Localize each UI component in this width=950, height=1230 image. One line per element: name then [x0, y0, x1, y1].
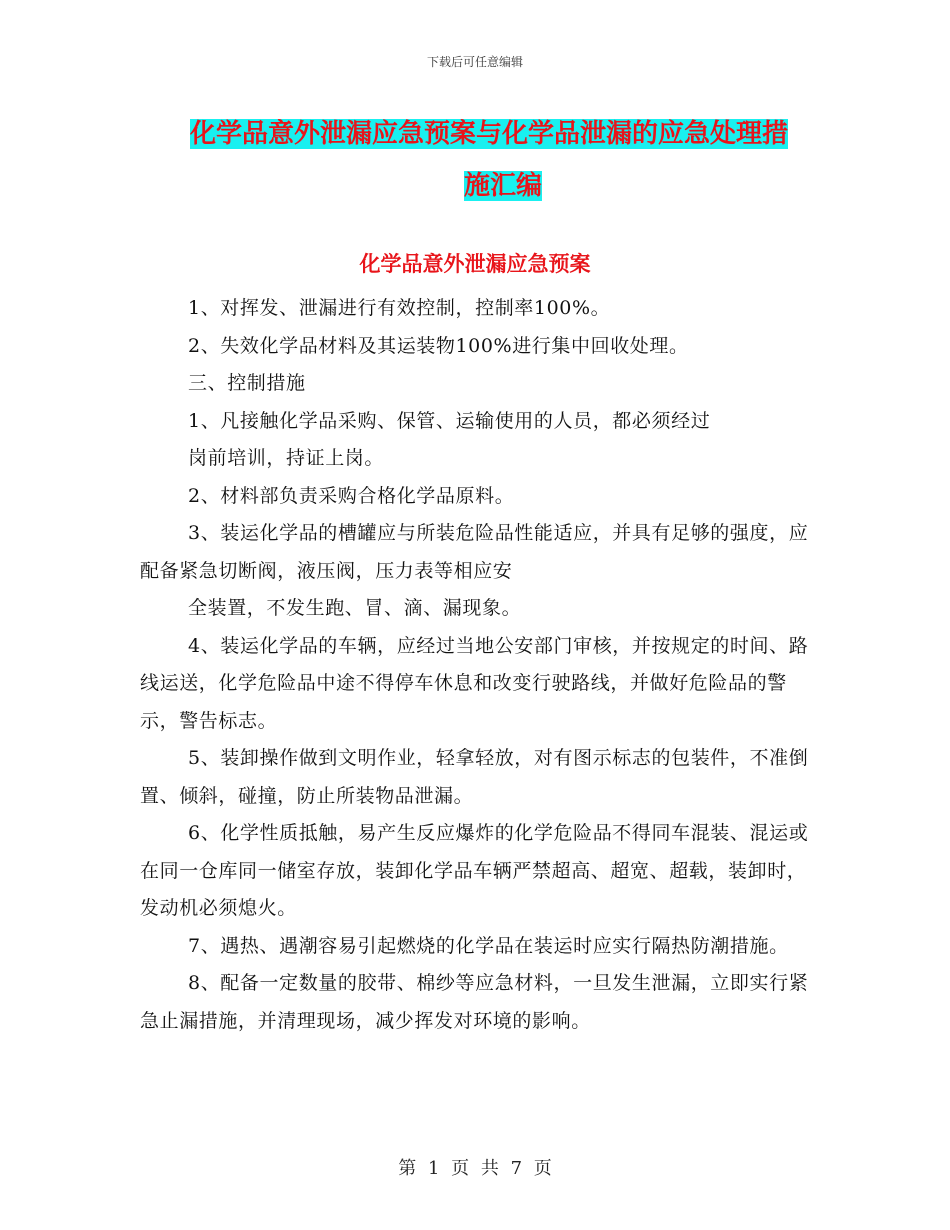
paragraph: 全装置，不发生跑、冒、滴、漏现象。 [188, 597, 522, 619]
paragraph: 岗前培训，持证上岗。 [188, 447, 385, 469]
paragraph: 5、装卸操作做到文明作业，轻拿轻放，对有图示标志的包装件，不准倒置、倾斜，碰撞，防止所装物品泄漏。 [140, 747, 809, 807]
section-heading: 化学品意外泄漏应急预案 [359, 252, 591, 276]
page-number-footer: 第 1 页 共 7 页 [398, 1158, 552, 1179]
paragraph: 1、对挥发、泄漏进行有效控制，控制率100%。 [188, 297, 611, 319]
document-title [190, 108, 820, 212]
document-title-line-1: 化学品意外泄漏应急预案与化学品泄漏的应急处理措 [190, 119, 789, 149]
document-body [140, 290, 810, 1040]
paragraph: 7、遇热、遇潮容易引起燃烧的化学品在装运时应实行隔热防潮措施。 [188, 934, 789, 957]
paragraph: 三、控制措施 [188, 372, 306, 394]
paragraph: 2、材料部负责采购合格化学品原料。 [188, 484, 515, 507]
document-title-line-2-wrapper [186, 160, 820, 212]
document-title-line-2: 施汇编 [463, 171, 542, 201]
paragraph: 8、配备一定数量的胶带、棉纱等应急材料，一旦发生泄漏，立即实行紧急止漏措施，并清理现场，减少挥发对环境的影响。 [140, 972, 809, 1032]
paragraph: 6、化学性质抵触，易产生反应爆炸的化学危险品不得同车混装、混运或在同一仓库同一储室存放，装卸化学品车辆严禁超高、超宽、超载，装卸时，发动机必须熄火。 [140, 822, 809, 919]
page-header-note: 下载后可任意编辑 [426, 55, 523, 69]
paragraph: 1、凡接触化学品采购、保管、运输使用的人员，都必须经过 [188, 409, 711, 432]
paragraph: 2、失效化学品材料及其运装物100%进行集中回收处理。 [188, 334, 689, 357]
paragraph: 4、装运化学品的车辆，应经过当地公安部门审核，并按规定的时间、路线运送，化学危险品中途不得停车休息和改变行驶路线，并做好危险品的警示，警告标志。 [140, 634, 809, 732]
paragraph: 3、装运化学品的槽罐应与所装危险品性能适应，并具有足够的强度，应配备紧急切断阀，液压阀，压力表等相应安 [140, 522, 809, 582]
